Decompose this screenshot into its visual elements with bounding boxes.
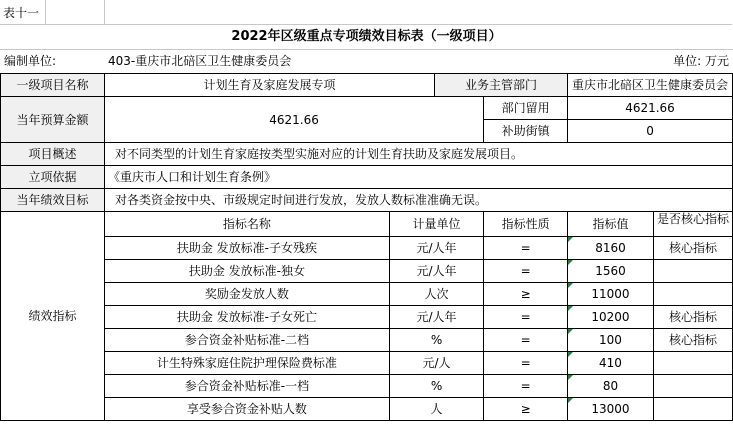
indicator-row — [1, 398, 733, 421]
indicator-nature[interactable]: = — [484, 237, 568, 260]
indicator-value[interactable]: 1560 — [568, 260, 654, 283]
header-indicator-name: 指标名称 — [104, 212, 389, 237]
indicator-core[interactable]: 核心指标 — [653, 329, 732, 352]
indicator-value[interactable]: 11000 — [568, 283, 654, 306]
indicator-value[interactable]: 80 — [568, 375, 654, 398]
currency-unit: 单位: 万元 — [673, 54, 729, 68]
indicator-row — [1, 352, 733, 375]
budget-label: 当年预算金额 — [1, 97, 105, 143]
indicator-nature[interactable]: = — [484, 352, 568, 375]
unit-label: 编制单位: — [4, 54, 57, 68]
indicator-value[interactable]: 13000 — [568, 398, 654, 421]
row-project-name — [1, 74, 733, 97]
header-value: 指标值 — [568, 212, 654, 237]
indicator-name[interactable]: 计生特殊家庭住院护理保险费标准 — [104, 352, 389, 375]
indicator-row — [1, 375, 733, 398]
sheet-label: 表十一 — [3, 6, 40, 20]
indicator-nature[interactable]: = — [484, 306, 568, 329]
overview-label: 项目概述 — [1, 143, 105, 166]
dept-label: 业务主管部门 — [435, 74, 568, 97]
basis-label: 立项依据 — [1, 166, 105, 189]
indicator-row — [1, 260, 733, 283]
row-retained — [1, 97, 733, 120]
project-name-label: 一级项目名称 — [1, 74, 105, 97]
unit-value: 403-重庆市北碚区卫生健康委员会 — [108, 54, 292, 68]
row-overview — [1, 143, 733, 166]
header-unit: 计量单位 — [389, 212, 483, 237]
indicator-unit[interactable]: % — [389, 329, 483, 352]
indicator-name[interactable]: 奖励金发放人数 — [104, 283, 389, 306]
indicator-core[interactable] — [653, 283, 732, 306]
indicator-row — [1, 237, 733, 260]
indicator-value[interactable]: 410 — [568, 352, 654, 375]
indicator-name[interactable]: 参合资金补贴标准-二档 — [104, 329, 389, 352]
goal-value[interactable]: 对各类资金按中央、市级规定时间进行发放，发放人数标准准确无误。 — [104, 189, 732, 212]
indicator-nature[interactable]: = — [484, 260, 568, 283]
indicator-value[interactable]: 10200 — [568, 306, 654, 329]
indicator-name[interactable]: 扶助金 发放标准-子女死亡 — [104, 306, 389, 329]
cell-b1[interactable] — [46, 0, 105, 25]
indicator-row — [1, 306, 733, 329]
subsidy-value[interactable]: 0 — [568, 120, 733, 143]
indicator-name[interactable]: 扶助金 发放标准-子女残疾 — [104, 237, 389, 260]
indicator-unit[interactable]: 元/人年 — [389, 260, 483, 283]
indicator-core[interactable] — [653, 260, 732, 283]
indicator-core[interactable]: 核心指标 — [653, 237, 732, 260]
indicator-unit[interactable]: 元/人年 — [389, 237, 483, 260]
subsidy-label: 补助街镇 — [484, 120, 568, 143]
indicator-unit[interactable]: 人次 — [389, 283, 483, 306]
header-nature: 指标性质 — [484, 212, 568, 237]
indicator-core[interactable] — [653, 375, 732, 398]
indicator-unit[interactable]: 人 — [389, 398, 483, 421]
indicator-nature[interactable]: ≥ — [484, 283, 568, 306]
indicator-core[interactable]: 核心指标 — [653, 306, 732, 329]
table-title: 2022年区级重点专项绩效目标表（一级项目） — [0, 25, 733, 50]
retained-label: 部门留用 — [484, 97, 568, 120]
indicator-nature[interactable]: = — [484, 329, 568, 352]
indicator-core[interactable] — [653, 398, 732, 421]
indicators-section-label: 绩效指标 — [1, 212, 105, 421]
budget-total[interactable]: 4621.66 — [104, 97, 483, 143]
dept-value[interactable]: 重庆市北碚区卫生健康委员会 — [568, 74, 733, 97]
project-name-value[interactable]: 计划生育及家庭发展专项 — [104, 74, 434, 97]
performance-table — [0, 73, 733, 421]
indicator-row — [1, 283, 733, 306]
indicator-value[interactable]: 8160 — [568, 237, 654, 260]
row-basis — [1, 166, 733, 189]
basis-value[interactable]: 《重庆市人口和计划生育条例》 — [104, 166, 732, 189]
cell-a1[interactable] — [0, 0, 46, 25]
header-core: 是否核心指标 — [653, 212, 732, 237]
goal-label: 当年绩效目标 — [1, 189, 105, 212]
overview-value[interactable]: 对不同类型的计划生育家庭按类型实施对应的计划生育扶助及家庭发展项目。 — [104, 143, 732, 166]
indicator-name[interactable]: 享受参合资金补贴人数 — [104, 398, 389, 421]
retained-value[interactable]: 4621.66 — [568, 97, 733, 120]
indicator-row — [1, 329, 733, 352]
indicator-unit[interactable]: % — [389, 375, 483, 398]
row-goal — [1, 189, 733, 212]
row-indicator-headers — [1, 212, 733, 237]
cell-c1[interactable] — [105, 0, 732, 25]
indicator-value[interactable]: 100 — [568, 329, 654, 352]
indicator-unit[interactable]: 元/人 — [389, 352, 483, 375]
indicator-name[interactable]: 扶助金 发放标准-独女 — [104, 260, 389, 283]
indicator-core[interactable] — [653, 352, 732, 375]
indicator-unit[interactable]: 元/人年 — [389, 306, 483, 329]
indicator-nature[interactable]: = — [484, 375, 568, 398]
indicator-nature[interactable]: ≥ — [484, 398, 568, 421]
indicator-name[interactable]: 参合资金补贴标准-一档 — [104, 375, 389, 398]
